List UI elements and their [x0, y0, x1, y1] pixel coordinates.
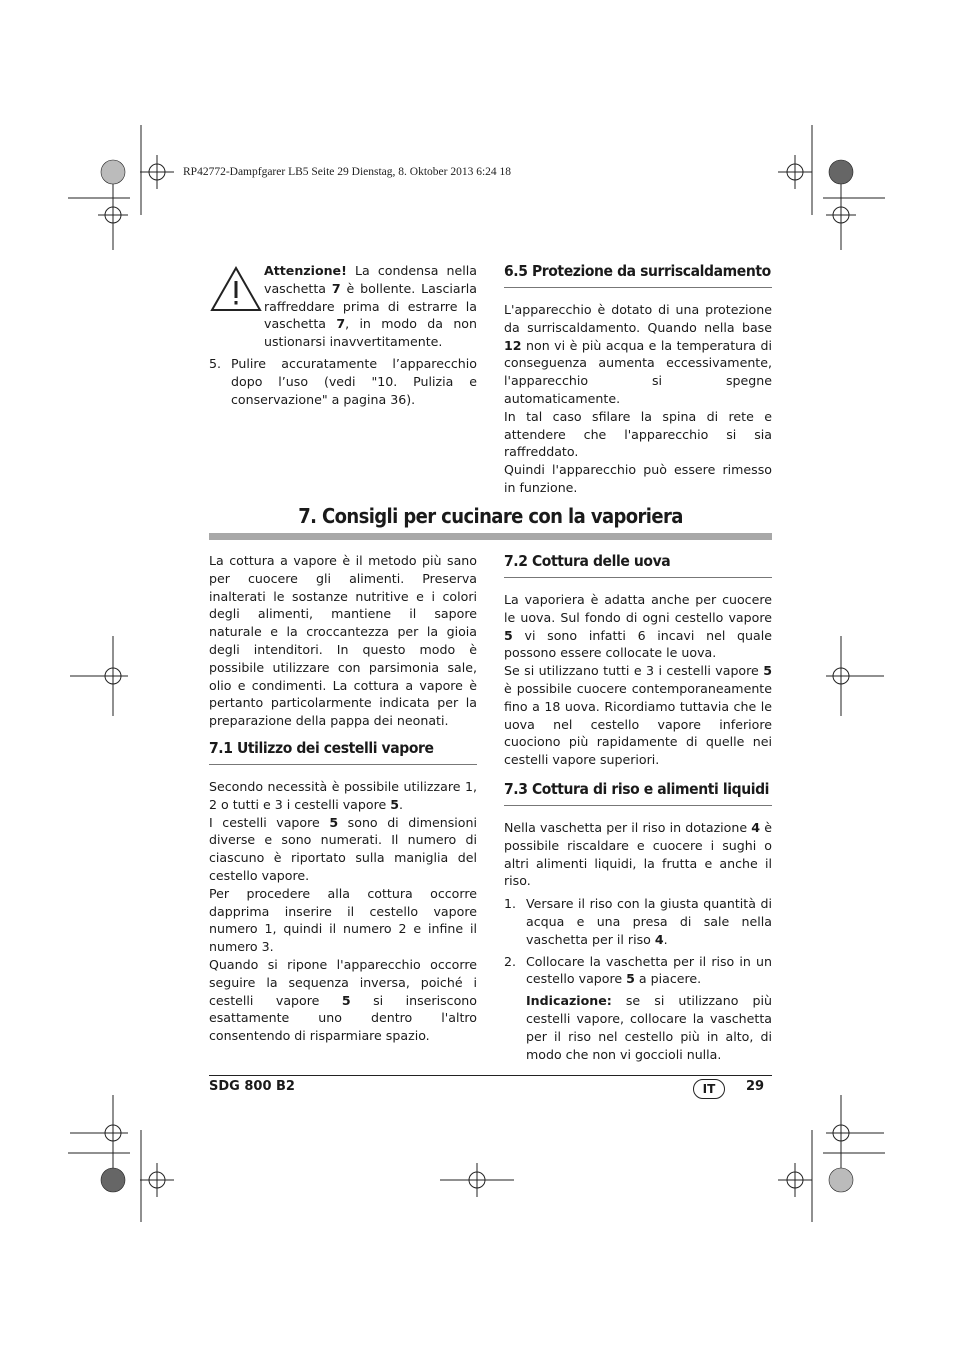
- section-6-5-heading: 6.5 Protezione da surriscaldamento: [504, 262, 772, 288]
- note: Indicazione: se si utilizzano più cestelli vapore, collocare la vaschetta per il riso nel cestello più in alto, di modo che non vi goccioli nulla.: [526, 993, 772, 1062]
- step-number: 5.: [209, 356, 222, 371]
- warning-triangle-icon: [210, 266, 262, 312]
- language-badge: IT: [693, 1079, 725, 1099]
- step-5: [209, 355, 477, 408]
- section-6-5-body: L'apparecchio è dotato di una protezione da surriscaldamento. Quando nella base 12 non vi è più acqua e la temperatura di conseguenza aumenta eccessivamente, l'apparecchio si spegne automaticamente. In tal caso sfilare la spina di rete e attendere che l'apparecchio si sia raffreddato. Quindi l'apparecchio può essere rimesso in funzione.: [504, 302, 772, 495]
- section-7-1-body: Secondo necessità è possibile utilizzare 1, 2 o tutti e 3 i cestelli vapore 5. I cestelli vapore 5 sono di dimensioni diverse e sono numerati. Il numero di ciascuno è riportato sulla maniglia del cestello vapore. Per procedere alla cottura occorre dapprima inserire il cestello vapore numero 1, quindi il numero 2 e infine il numero 3. Quando si ripone l'apparecchio occorre seguire la sequenza inversa, poiché i cestelli vapore 5 si inseriscono esattamente uno dentro l'altro consentendo di risparmiare spazio.: [209, 779, 477, 1044]
- footer-model: SDG 800 B2: [209, 1079, 295, 1094]
- list-item-2: 2. Collocare la vaschetta per il riso in un cestello vapore 5 a piacere.: [504, 953, 772, 987]
- warning-label: Attenzione!: [264, 263, 347, 278]
- section-7-3-body: Nella vaschetta per il riso in dotazione 4 è possibile riscaldare e cuocere i sughi o altri alimenti liquidi, la frutta e anche il riso. 1. Versare il riso con la giusta quantità di acqua e una presa di sale nella vaschetta per il riso 4. 2. Collocare la vaschetta per il riso in un cestello vapore 5 a piacere. Indicazione: se si utilizzano più cestelli vapore, collocare la vaschetta per il riso nel cestello più in alto, di modo che non vi goccioli nulla.: [504, 820, 772, 1062]
- footer-rule: [209, 1075, 772, 1076]
- chapter-intro: La cottura a vapore è il metodo più sano per cuocere gli alimenti. Preserva inalterati le sostanze nutritive e i colori degli alimenti, mantiene il sapore naturale e la croccantezza per la gioia degli intenditori. In questo modo è possibile utilizzare con parsimonia sale, olio e condimenti. La cottura a vapore è pertanto particolarmente indicata per la preparazione della pappa dei neonati.: [209, 553, 477, 729]
- section-7-3-heading: 7.3 Cottura di riso e alimenti liquidi: [504, 780, 772, 806]
- section-7-2-heading: 7.2 Cottura delle uova: [504, 552, 772, 578]
- section-7-1-heading: 7.1 Utilizzo dei cestelli vapore: [209, 739, 477, 765]
- section-7-2-body: La vaporiera è adatta anche per cuocere le uova. Sul fondo di ogni cestello vapore 5 vi sono infatti 6 incavi nel quale possono essere collocate le uova. Se si utilizzano tutti e 3 i cestelli vapore 5 è possibile cuocere contemporaneamente fino a 18 uova. Ricordiamo tuttavia che le uova nel cestello vapore inferiore cuociono più rapidamente di quelle nei cestelli vapore superiori.: [504, 592, 772, 768]
- warning-text: Attenzione! La condensa nella vaschetta 7 è bollente. Lasciarla raffreddare prima di estrarre la vaschetta 7, in modo da non ustionarsi inavvertitamente.: [264, 263, 477, 350]
- chapter-title: 7. Consigli per cucinare con la vaporiera: [298, 504, 683, 528]
- print-slug: RP42772-Dampfgarer LB5 Seite 29 Dienstag, 8. Oktober 2013 6:24 18: [183, 166, 512, 178]
- page-number: 29: [746, 1079, 765, 1094]
- list-item-1: 1. Versare il riso con la giusta quantità di acqua e una presa di sale nella vaschetta per il riso 4.: [504, 896, 772, 947]
- chapter-divider: [209, 533, 772, 540]
- note-label: Indicazione:: [526, 993, 612, 1009]
- step-text: Pulire accuratamente l’apparecchio dopo l’uso (vedi "10. Pulizia e conservazione" a pagina 36).: [231, 356, 477, 407]
